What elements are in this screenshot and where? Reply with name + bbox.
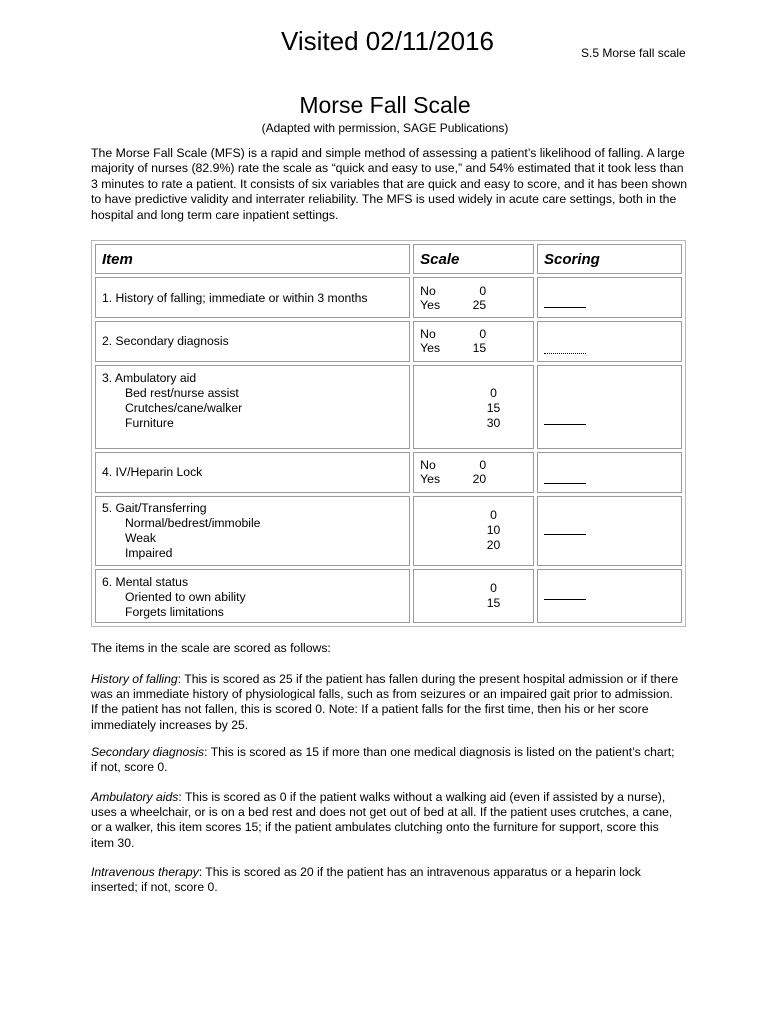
page-title: Morse Fall Scale [299, 92, 471, 118]
scale-label: Yes [420, 297, 441, 312]
note-text: : This is scored as 0 if the patient walks without a walking aid (even if assisted by a nurse), uses a wheelchair, or is on a bed rest and does not get out of bed at all. If the patient uses crutches, a cane, or a walker, this item scores 15; if the patient ambulates clutching onto the furniture for support, score this item 30. [91, 790, 673, 850]
table-row [95, 452, 682, 493]
scale-cell [413, 496, 534, 566]
note-label: Intravenous therapy [91, 865, 199, 879]
scale-label: No [420, 283, 436, 298]
sub-item: Oriented to own ability [125, 589, 246, 604]
sub-item: Normal/bedrest/immobile [125, 515, 261, 530]
score-blank[interactable] [544, 423, 586, 425]
scale-value: 0 [479, 283, 487, 298]
scale-label: Yes [420, 341, 441, 356]
sub-item: Bed rest/nurse assist [125, 385, 239, 400]
item-label: 5. Gait/Transferring [102, 500, 207, 515]
header-scoring: Scoring [537, 244, 682, 274]
table-row [95, 321, 682, 362]
table-header-row [95, 244, 682, 274]
sub-item: Weak [125, 530, 156, 545]
scale-cell [413, 365, 534, 450]
note-text: : This is scored as 20 if the patient has an intravenous apparatus or a heparin lock inserted; if not, score 0. [91, 865, 641, 895]
page-subtitle: (Adapted with permission, SAGE Publications) [261, 121, 509, 135]
scale-value: 0 [490, 385, 497, 400]
note-text: : This is scored as 25 if the patient has fallen during the present hospital admission or if there was an immediate history of physiological falls, such as from seizures or an impaired gait prior to admission. If the patient has not fallen, this is scored 0. Note: If a patient falls for the first time, then his or her score immediately increases by 25. [91, 672, 679, 732]
item-history-of-falling: 1. History of falling; immediate or within 3 months [95, 277, 410, 318]
note-label: Secondary diagnosis [91, 745, 205, 759]
item-secondary-diagnosis: 2. Secondary diagnosis [95, 321, 410, 362]
sub-item: Impaired [125, 545, 173, 560]
score-blank[interactable] [544, 598, 586, 600]
scale-label: Yes [420, 472, 441, 487]
scoring-cell [537, 496, 682, 566]
item-iv-heparin-lock: 4. IV/Heparin Lock [95, 452, 410, 493]
table-row [95, 365, 682, 450]
scale-value: 20 [486, 538, 501, 553]
scale-value: 15 [472, 341, 487, 356]
scale-value: 15 [486, 400, 501, 415]
scale-cell [413, 321, 534, 362]
item-label: 3. Ambulatory aid [102, 370, 197, 385]
scale-cell [413, 569, 534, 623]
intro-paragraph: The Morse Fall Scale (MFS) is a rapid and simple method of assessing a patient’s likelihood of falling. A large majority of nurses (82.9%) rate the scale as “quick and easy to use,” and 54% estimated that it took less than 3 minutes to rate a patient. It consists of six variables that are quick and easy to score, and it has been shown to have predictive validity and interrater reliability. The MFS is used widely in acute care settings, both in the hospital and long term care inpatient settings. [91, 146, 688, 222]
score-blank[interactable] [544, 482, 586, 484]
note-history-of-falling [91, 672, 681, 733]
scale-value: 0 [490, 508, 497, 523]
item-mental-status [95, 569, 410, 623]
scale-value: 30 [486, 415, 501, 430]
note-text: : This is scored as 15 if more than one medical diagnosis is listed on the patient’s chart; if not, score 0. [91, 745, 675, 775]
note-ambulatory-aids [91, 790, 681, 851]
morse-fall-scale-table [91, 240, 686, 627]
scored-intro: The items in the scale are scored as follows: [91, 641, 331, 655]
item-ambulatory-aid [95, 365, 410, 450]
header-item: Item [95, 244, 410, 274]
sub-item: Crutches/cane/walker [125, 400, 243, 415]
score-blank[interactable] [544, 533, 586, 535]
scale-label: No [420, 458, 436, 473]
header-scale: Scale [413, 244, 534, 274]
scale-reference: S.5 Morse fall scale [581, 46, 686, 60]
scale-value: 25 [472, 297, 487, 312]
item-gait-transferring [95, 496, 410, 566]
scoring-cell [537, 452, 682, 493]
score-blank[interactable] [544, 306, 586, 308]
scale-cell [413, 277, 534, 318]
scoring-cell [537, 321, 682, 362]
item-label: 6. Mental status [102, 574, 189, 589]
visited-date: Visited 02/11/2016 [281, 26, 494, 56]
table-row [95, 277, 682, 318]
sub-item: Forgets limitations [125, 604, 224, 619]
sub-item: Furniture [125, 415, 174, 430]
scale-value: 15 [486, 595, 501, 610]
table-row [95, 496, 682, 566]
scale-value: 0 [479, 458, 487, 473]
scoring-cell [537, 365, 682, 450]
scoring-cell [537, 569, 682, 623]
note-label: Ambulatory aids [91, 790, 179, 804]
note-label: History of falling [91, 672, 178, 686]
scale-value: 20 [472, 472, 487, 487]
scale-cell [413, 452, 534, 493]
scale-value: 10 [486, 523, 501, 538]
note-intravenous-therapy [91, 865, 681, 895]
scoring-cell [537, 277, 682, 318]
scale-label: No [420, 327, 436, 342]
note-secondary-diagnosis [91, 745, 681, 775]
score-blank[interactable] [544, 352, 586, 354]
table-row [95, 569, 682, 623]
scale-value: 0 [490, 580, 497, 595]
scale-value: 0 [479, 327, 487, 342]
